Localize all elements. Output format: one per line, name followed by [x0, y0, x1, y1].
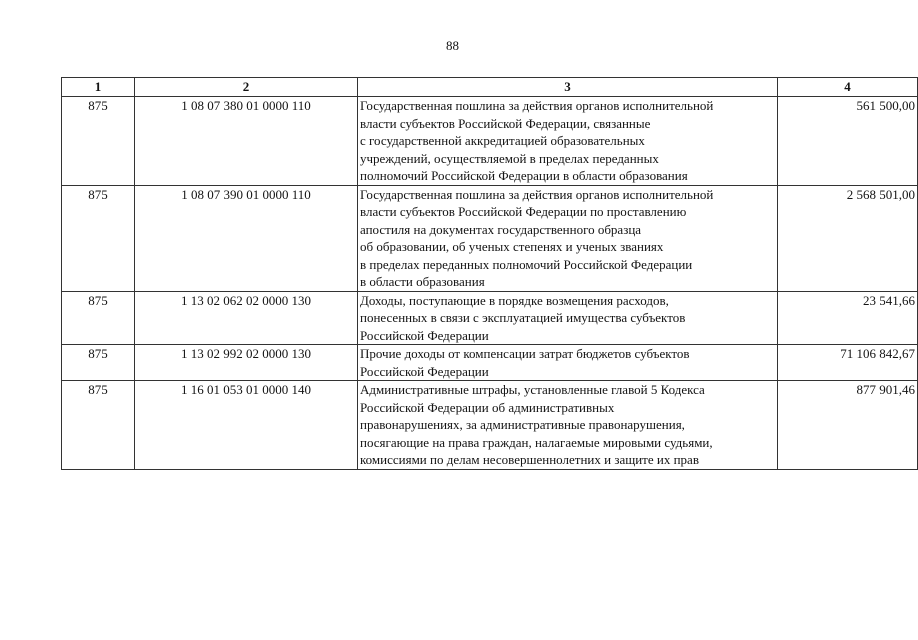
- table-header-row: [62, 78, 918, 97]
- column-header-4: 4: [778, 78, 918, 97]
- description-line: учреждений, осуществляемой в пределах переданных: [360, 150, 659, 166]
- budget-code-cell: 1 08 07 390 01 0000 110: [135, 185, 358, 291]
- admin-code-cell: 875: [62, 97, 135, 186]
- amount-cell: 561 500,00: [778, 97, 918, 186]
- description-line: Административные штрафы, установленные главой 5 Кодекса: [360, 382, 705, 397]
- description-line: апостиля на документах государственного образца: [360, 221, 642, 237]
- budget-revenue-table: [61, 77, 918, 470]
- description-line: власти субъектов Российской Федерации, связанные: [360, 115, 651, 131]
- budget-code-cell: 1 16 01 053 01 0000 140: [135, 381, 358, 470]
- amount-cell: 23 541,66: [778, 291, 918, 345]
- page-number: 88: [446, 38, 459, 53]
- description-line: Российской Федерации: [360, 327, 489, 343]
- amount-cell: 71 106 842,67: [778, 345, 918, 381]
- description-line: об образовании, об ученых степенях и ученых званиях: [360, 239, 664, 254]
- description-cell: [358, 381, 778, 470]
- column-header-3: 3: [358, 78, 778, 97]
- description-line: полномочий Российской Федерации в области образования: [360, 168, 688, 183]
- description-cell: [358, 291, 778, 345]
- description-cell: [358, 345, 778, 381]
- budget-code-cell: 1 08 07 380 01 0000 110: [135, 97, 358, 186]
- description-line: комиссиями по делам несовершеннолетних и защите их прав: [360, 452, 699, 467]
- description-line: Государственная пошлина за действия органов исполнительной: [360, 186, 714, 202]
- description-line: с государственной аккредитацией образовательных: [360, 133, 645, 148]
- description-cell: [358, 97, 778, 186]
- admin-code-cell: 875: [62, 185, 135, 291]
- table-row: [62, 185, 918, 291]
- table-row: [62, 345, 918, 381]
- table-row: [62, 291, 918, 345]
- description-line: в области образования: [360, 274, 485, 289]
- admin-code-cell: 875: [62, 291, 135, 345]
- description-line: Прочие доходы от компенсации затрат бюджетов субъектов: [360, 346, 690, 361]
- budget-code-cell: 1 13 02 992 02 0000 130: [135, 345, 358, 381]
- description-line: Доходы, поступающие в порядке возмещения расходов,: [360, 292, 669, 308]
- budget-code-cell: 1 13 02 062 02 0000 130: [135, 291, 358, 345]
- column-header-2: 2: [135, 78, 358, 97]
- column-header-1: 1: [62, 78, 135, 97]
- description-line: понесенных в связи с эксплуатацией имущества субъектов: [360, 310, 686, 325]
- description-line: Российской Федерации об административных: [360, 399, 615, 415]
- table-row: [62, 381, 918, 470]
- description-line: Государственная пошлина за действия органов исполнительной: [360, 98, 714, 113]
- description-line: в пределах переданных полномочий Российской Федерации: [360, 256, 693, 272]
- admin-code-cell: 875: [62, 345, 135, 381]
- table-row: [62, 97, 918, 186]
- description-line: посягающие на права граждан, налагаемые мировыми судьями,: [360, 434, 713, 450]
- description-line: Российской Федерации: [360, 363, 489, 379]
- amount-cell: 2 568 501,00: [778, 185, 918, 291]
- amount-cell: 877 901,46: [778, 381, 918, 470]
- description-line: правонарушениях, за административные правонарушения,: [360, 417, 685, 432]
- admin-code-cell: 875: [62, 381, 135, 470]
- description-line: власти субъектов Российской Федерации по проставлению: [360, 204, 687, 219]
- description-cell: [358, 185, 778, 291]
